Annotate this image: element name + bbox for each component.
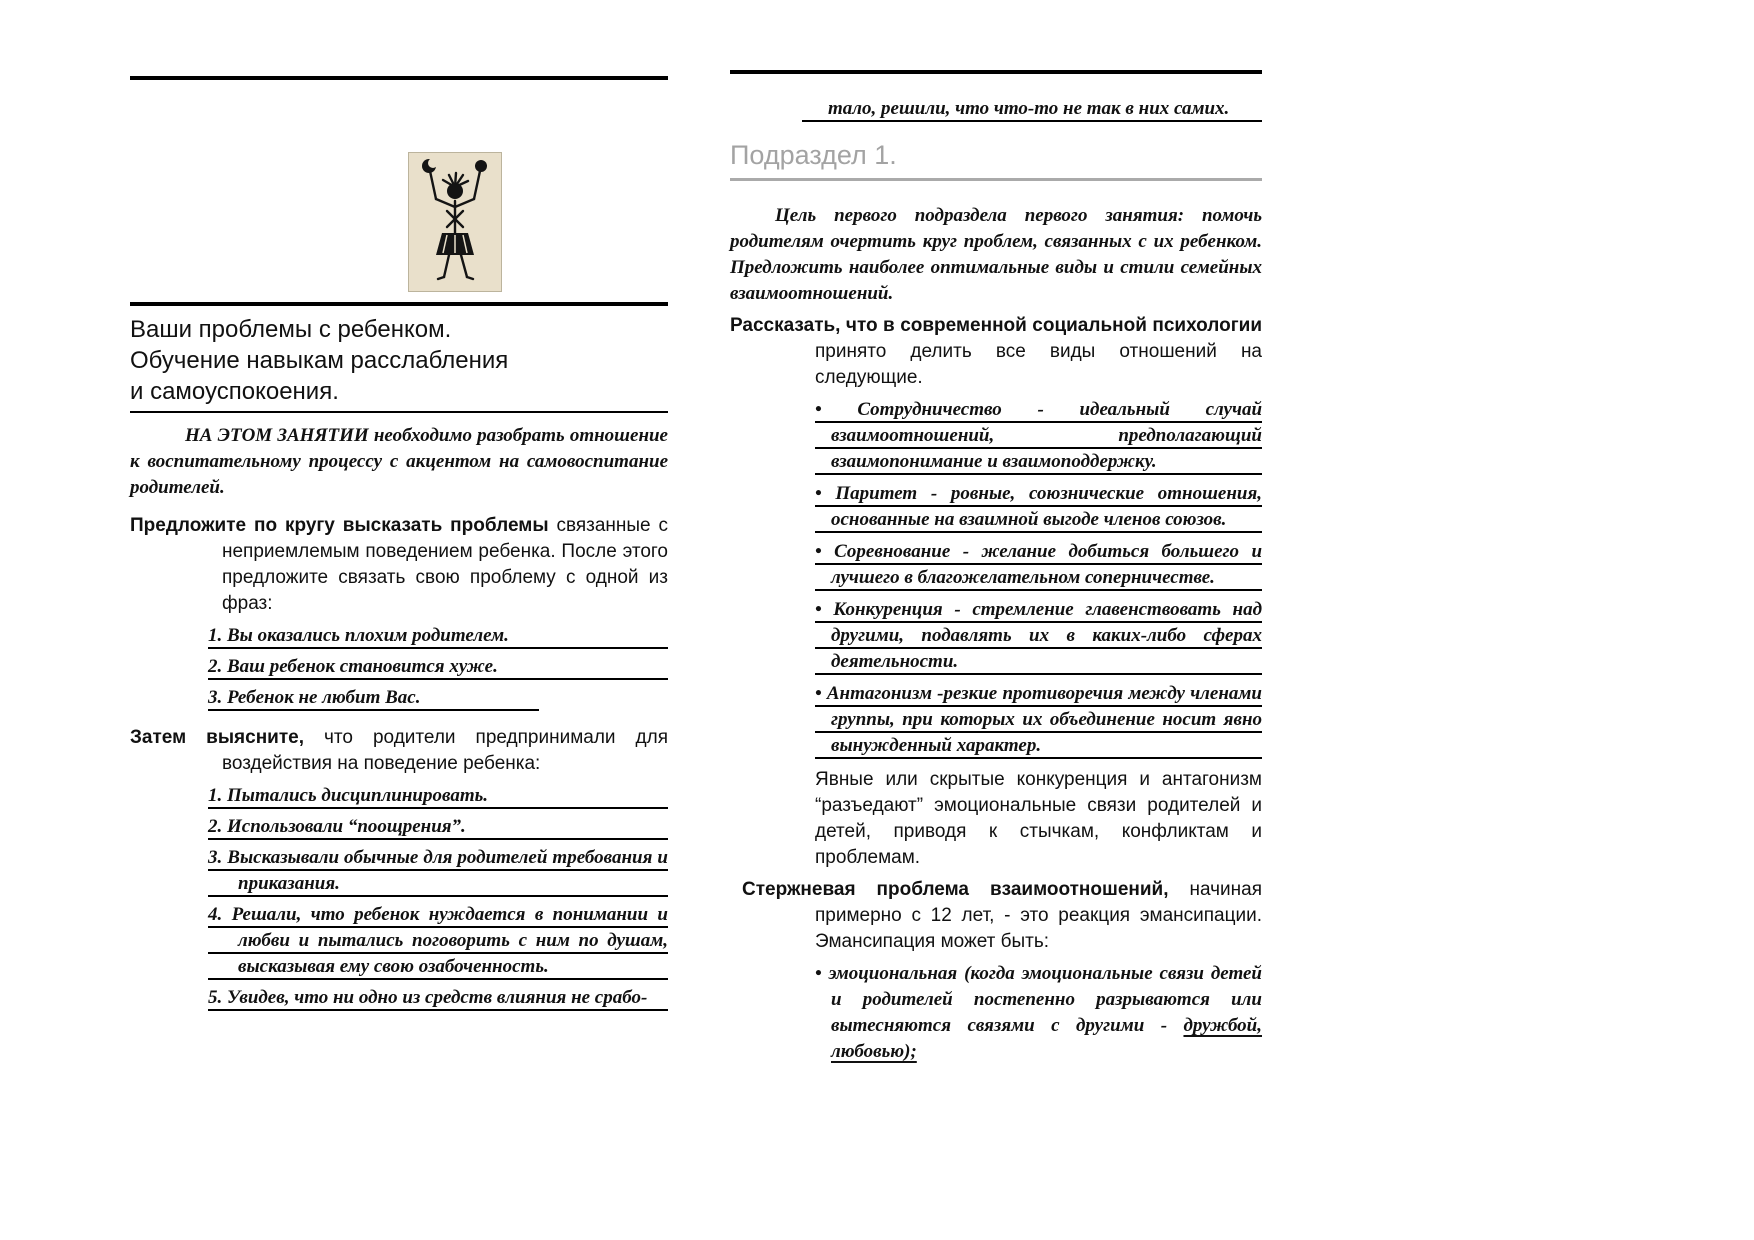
bullet-item: [815, 681, 1262, 759]
paragraph-core-problem: [730, 877, 1262, 955]
title-line-3: и самоуспокоения.: [130, 378, 339, 405]
item-text: Пытались дисциплинировать.: [227, 785, 489, 806]
left-page-top-rule: [130, 76, 668, 80]
list-item: [208, 985, 668, 1011]
paragraph-rest: что родители предпринимали для воздействия на поведение ребенка:: [222, 727, 668, 774]
bullet-text: Сотрудничество - идеальный случай взаимоотношений, предполагающий взаимопонимание и взаимоподдержку.: [831, 399, 1263, 473]
paragraph-propose-problems: [130, 513, 668, 617]
subsection-heading: Подраздел 1.: [730, 138, 1262, 181]
emancipation-bullet: [815, 961, 1262, 1065]
item-number: 4.: [208, 904, 223, 925]
right-page: [730, 70, 1262, 1071]
item-number: 2.: [208, 816, 223, 837]
paragraph-tell-about: [730, 313, 1262, 391]
bullet-item: [815, 481, 1262, 533]
item-text: Использовали “поощрения”.: [227, 816, 466, 837]
paragraph-rest: принято делить все виды отношений на следующие.: [815, 341, 1262, 389]
list-item: [208, 654, 668, 680]
bullet-text: Паритет - ровные, союзнические отношения, основанные на взаимной выгоде членов союзов.: [831, 483, 1263, 531]
relationship-types-list: [815, 397, 1262, 759]
illustration-frame: [408, 152, 502, 292]
paragraph-open-hidden: Явные или скрытые конкуренция и антагонизм “разъедают” эмоциональные связи родителей и детей, приводя к стычкам, конфликтам и проблемам.: [815, 769, 1262, 869]
item-text: Решали, что ребенок нуждается в понимании и любви и пытались поговорить с ним по душам, высказывая ему свою озабоченность.: [231, 904, 669, 977]
item-number: 1.: [208, 625, 223, 646]
item-text: Вы оказались плохим родителем.: [227, 625, 509, 646]
left-page-mid-rule: [130, 302, 668, 306]
bullet-text: Антагонизм -резкие противоречия между членами группы, при которых их объединение носит явно вынужденный характер.: [826, 683, 1262, 757]
item-text: Увидев, что ни одно из средств влияния не срабо-: [227, 987, 648, 1008]
bullet-item: [815, 539, 1262, 591]
actions-list: [208, 783, 668, 1011]
right-page-top-rule: [730, 70, 1262, 74]
left-page: [130, 76, 668, 1016]
paragraph-rest: начиная примерно с 12 лет, - это реакция эмансипации. Эмансипация может быть:: [815, 879, 1263, 953]
list-item: [208, 814, 668, 840]
bullet-text: Конкуренция - стремление главенствовать над другими, подавлять их в каких-либо сферах деятельности.: [831, 599, 1263, 673]
bullet-glyph: •: [815, 963, 822, 985]
bullet-glyph: •: [815, 483, 822, 505]
list-item: [208, 783, 668, 809]
bullet-glyph: •: [815, 541, 822, 563]
bullet-text: эмоциональная (когда эмоциональные связи детей и родителей постепенно разрываются или вытесняются связями с другими -: [828, 963, 1262, 1037]
paragraph-bold-lead: Предложите по кругу высказать проблемы: [130, 515, 549, 536]
bullet-text: Соревнование - желание добиться большего и лучшего в благожелательном соперничестве.: [831, 541, 1263, 589]
bullet-item: [815, 397, 1262, 475]
list-item: [208, 685, 539, 711]
item-text: Ребенок не любит Вас.: [227, 687, 421, 708]
paragraph-rest: связанные с неприемлемым поведением ребенка. После этого предложите связать свою проблему с одной из фраз:: [222, 515, 669, 614]
bullet-item: [815, 597, 1262, 675]
bullet-glyph: •: [815, 683, 822, 705]
bullet-glyph: •: [815, 399, 822, 421]
dancer-illustration: [409, 153, 501, 291]
subsection-intro: Цель первого подраздела первого занятия: помочь родителям очертить круг проблем, связанных с их ребенком. Предложить наиболее оптимальные виды и стили семейных взаимоотношений.: [730, 205, 1262, 305]
title-line-2: Обучение навыкам расслабления: [130, 347, 509, 374]
item-text: Высказывали обычные для родителей требования и приказания.: [227, 847, 668, 894]
lesson-intro: НА ЭТОМ ЗАНЯТИИ необходимо разобрать отношение к воспитательному процессу с акцентом на самовоспитание родителей.: [130, 425, 668, 498]
list-item: [208, 623, 668, 649]
page-title: [130, 314, 668, 413]
item-number: 3.: [208, 847, 223, 868]
item-number: 3.: [208, 687, 223, 708]
bullet-glyph: •: [815, 599, 822, 621]
item-number: 1.: [208, 785, 223, 806]
phrase-list: [208, 623, 668, 711]
title-line-1: Ваши проблемы с ребенком.: [130, 316, 452, 343]
paragraph-bold-lead: Рассказать, что в современной социальной психологии: [730, 315, 1262, 337]
item-text: Ваш ребенок становится хуже.: [227, 656, 498, 677]
list-item: [208, 845, 668, 897]
paragraph-bold-lead: Затем выясните,: [130, 727, 305, 748]
item-number: 5.: [208, 987, 223, 1008]
paragraph-bold-lead: Стержневая проблема взаимоотношений,: [742, 879, 1169, 901]
bullet-text-underlined: дружбой, любовью);: [831, 1015, 1262, 1063]
item-number: 2.: [208, 656, 223, 677]
paragraph-then-find-out: [130, 725, 668, 777]
carryover-line: тало, решили, что что-то не так в них самих.: [802, 96, 1262, 122]
list-item: [208, 902, 668, 980]
